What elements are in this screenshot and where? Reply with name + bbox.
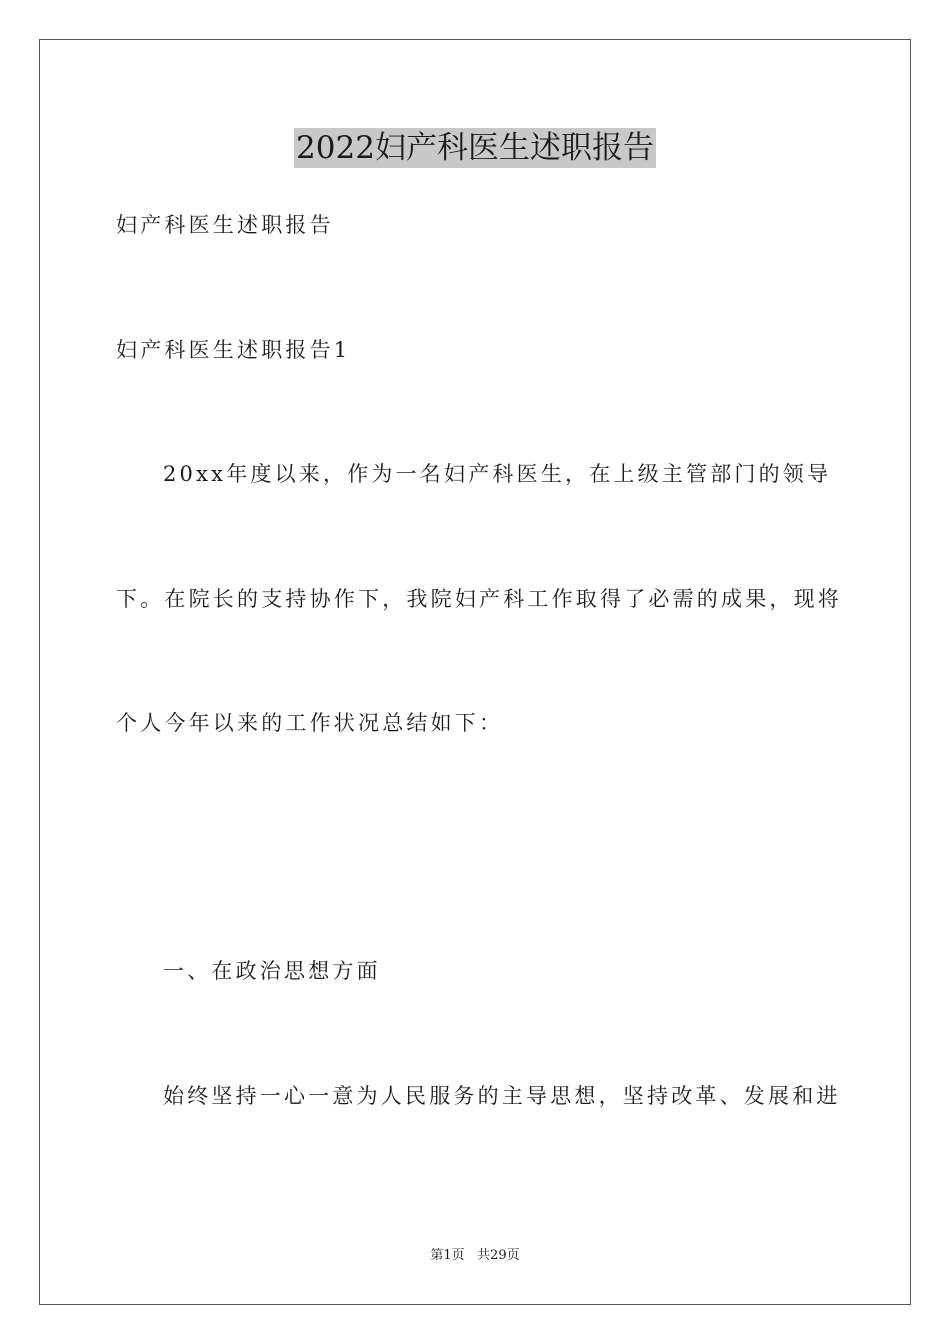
page-footer: 第1页 共29页 <box>430 1248 520 1263</box>
document-subtitle: 妇产科医生述职报告 <box>116 213 334 237</box>
paragraph-line: 始终坚持一心一意为人民服务的主导思想，坚持改革、发展和进 <box>163 1084 841 1108</box>
section-heading: 妇产科医生述职报告1 <box>116 338 351 362</box>
item-heading: 一、在政治思想方面 <box>163 959 381 983</box>
paragraph-line: 20xx年度以来，作为一名妇产科医生，在上级主管部门的领导 <box>163 462 832 486</box>
paragraph-line: 个人今年以来的工作状况总结如下： <box>116 711 504 735</box>
title-container <box>0 128 950 168</box>
document-title: 2022妇产科医生述职报告 <box>296 130 654 166</box>
paragraph-line: 下。在院长的支持协作下，我院妇产科工作取得了必需的成果，现将 <box>116 587 842 611</box>
